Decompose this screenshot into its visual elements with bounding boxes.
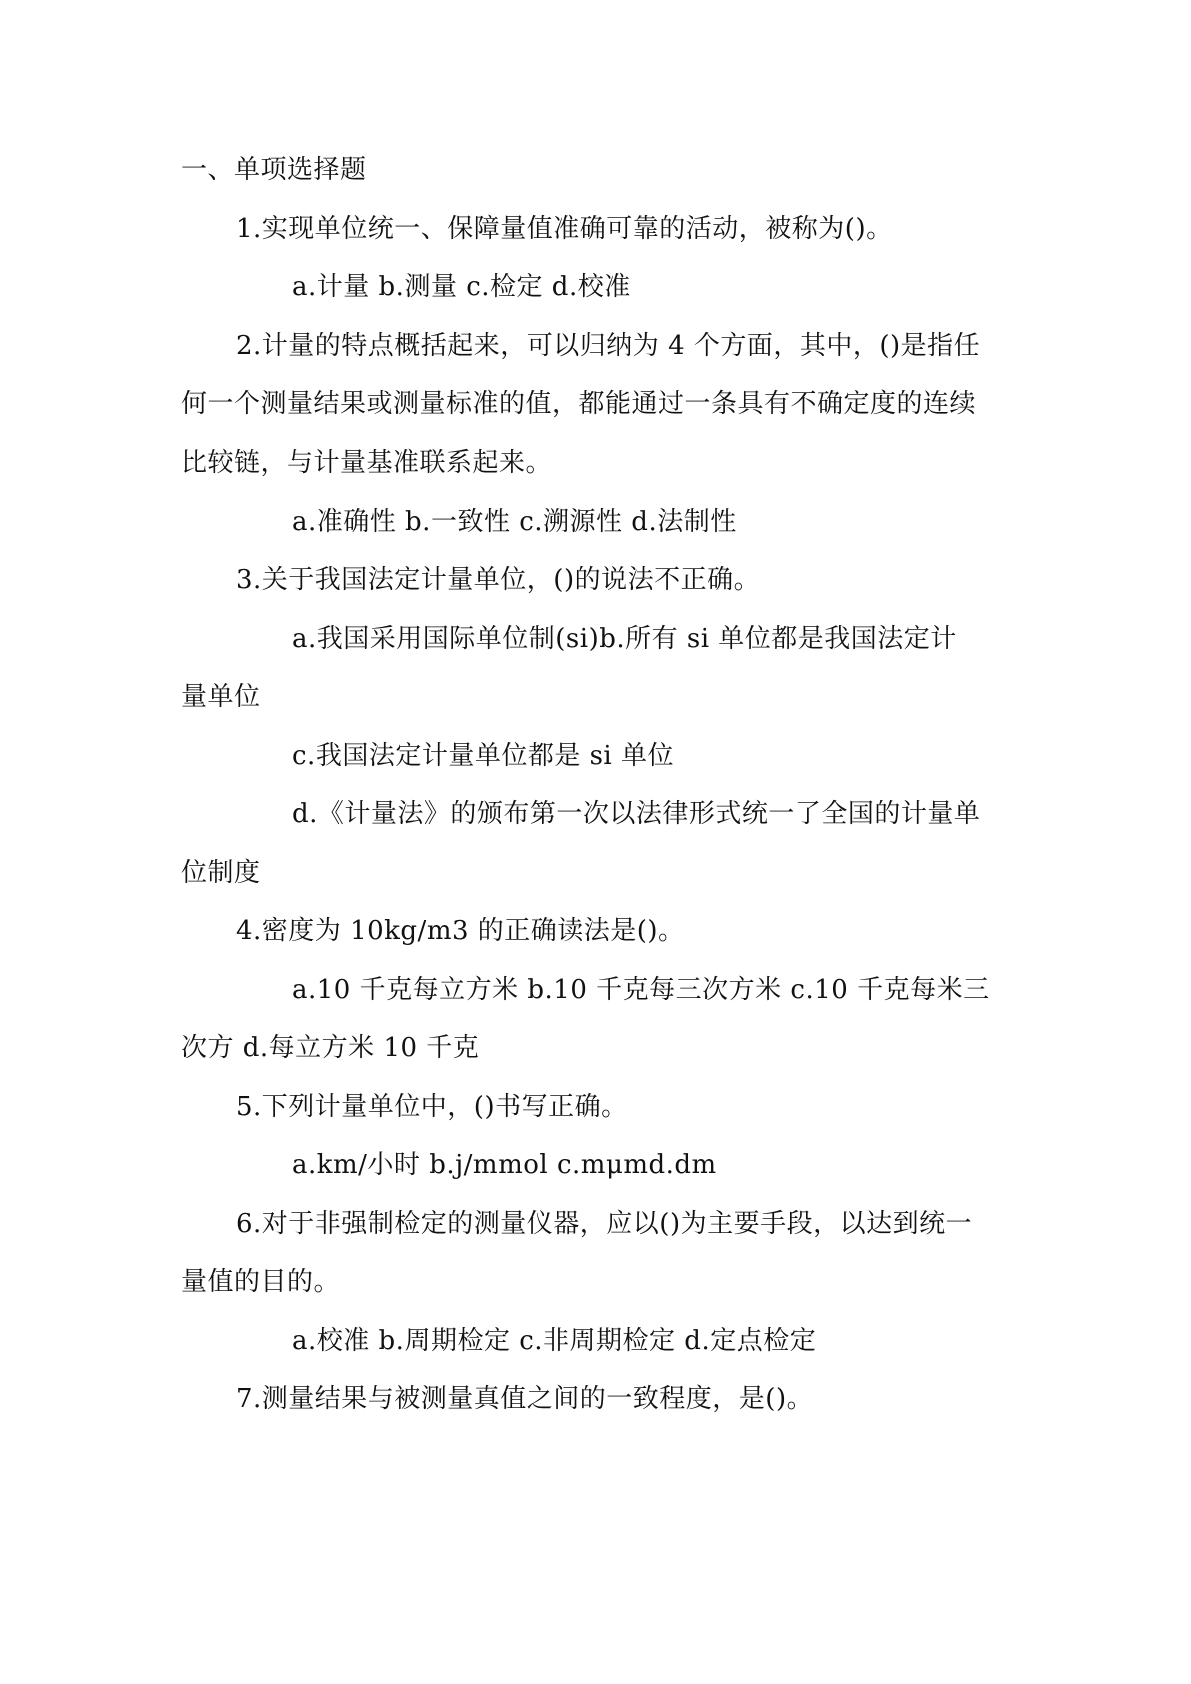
question-3-line-1: 3.关于我国法定计量单位，()的说法不正确。	[236, 565, 761, 595]
question-3-option-ab-line-2: 量单位	[181, 682, 261, 712]
question-1-line-1: 1.实现单位统一、保障量值准确可靠的活动，被称为()。	[236, 214, 893, 244]
question-6-line-2: 量值的目的。	[181, 1267, 341, 1297]
question-6-line-1: 6.对于非强制检定的测量仪器，应以()为主要手段，以达到统一	[236, 1209, 973, 1239]
question-2-line-1: 2.计量的特点概括起来，可以归纳为 4 个方面，其中，()是指任	[236, 331, 981, 361]
question-6-options: a.校准 b.周期检定 c.非周期检定 d.定点检定	[292, 1326, 817, 1356]
question-3-option-d-line-2: 位制度	[181, 858, 261, 888]
question-3-option-c: c.我国法定计量单位都是 si 单位	[292, 741, 675, 771]
question-4-options-line-1: a.10 千克每立方米 b.10 千克每三次方米 c.10 千克每米三	[292, 975, 990, 1005]
question-4-options-line-2: 次方 d.每立方米 10 千克	[181, 1033, 480, 1063]
question-7-line-1: 7.测量结果与被测量真值之间的一致程度，是()。	[236, 1384, 814, 1414]
question-2-options: a.准确性 b.一致性 c.溯源性 d.法制性	[292, 507, 737, 537]
question-4-line-1: 4.密度为 10kg/m3 的正确读法是()。	[236, 916, 685, 946]
question-3-option-ab-line-1: a.我国采用国际单位制(si)b.所有 si 单位都是我国法定计	[292, 624, 957, 654]
question-5-options: a.km/小时 b.j/mmol c.mμmd.dm	[292, 1150, 717, 1180]
question-3-option-d-line-1: d.《计量法》的颁布第一次以法律形式统一了全国的计量单	[292, 799, 981, 829]
section-title: 一、单项选择题	[181, 155, 367, 185]
question-2-line-2: 何一个测量结果或测量标准的值，都能通过一条具有不确定度的连续	[181, 389, 977, 419]
question-1-options: a.计量 b.测量 c.检定 d.校准	[292, 272, 631, 302]
question-2-line-3: 比较链，与计量基准联系起来。	[181, 448, 553, 478]
question-5-line-1: 5.下列计量单位中，()书写正确。	[236, 1092, 628, 1122]
